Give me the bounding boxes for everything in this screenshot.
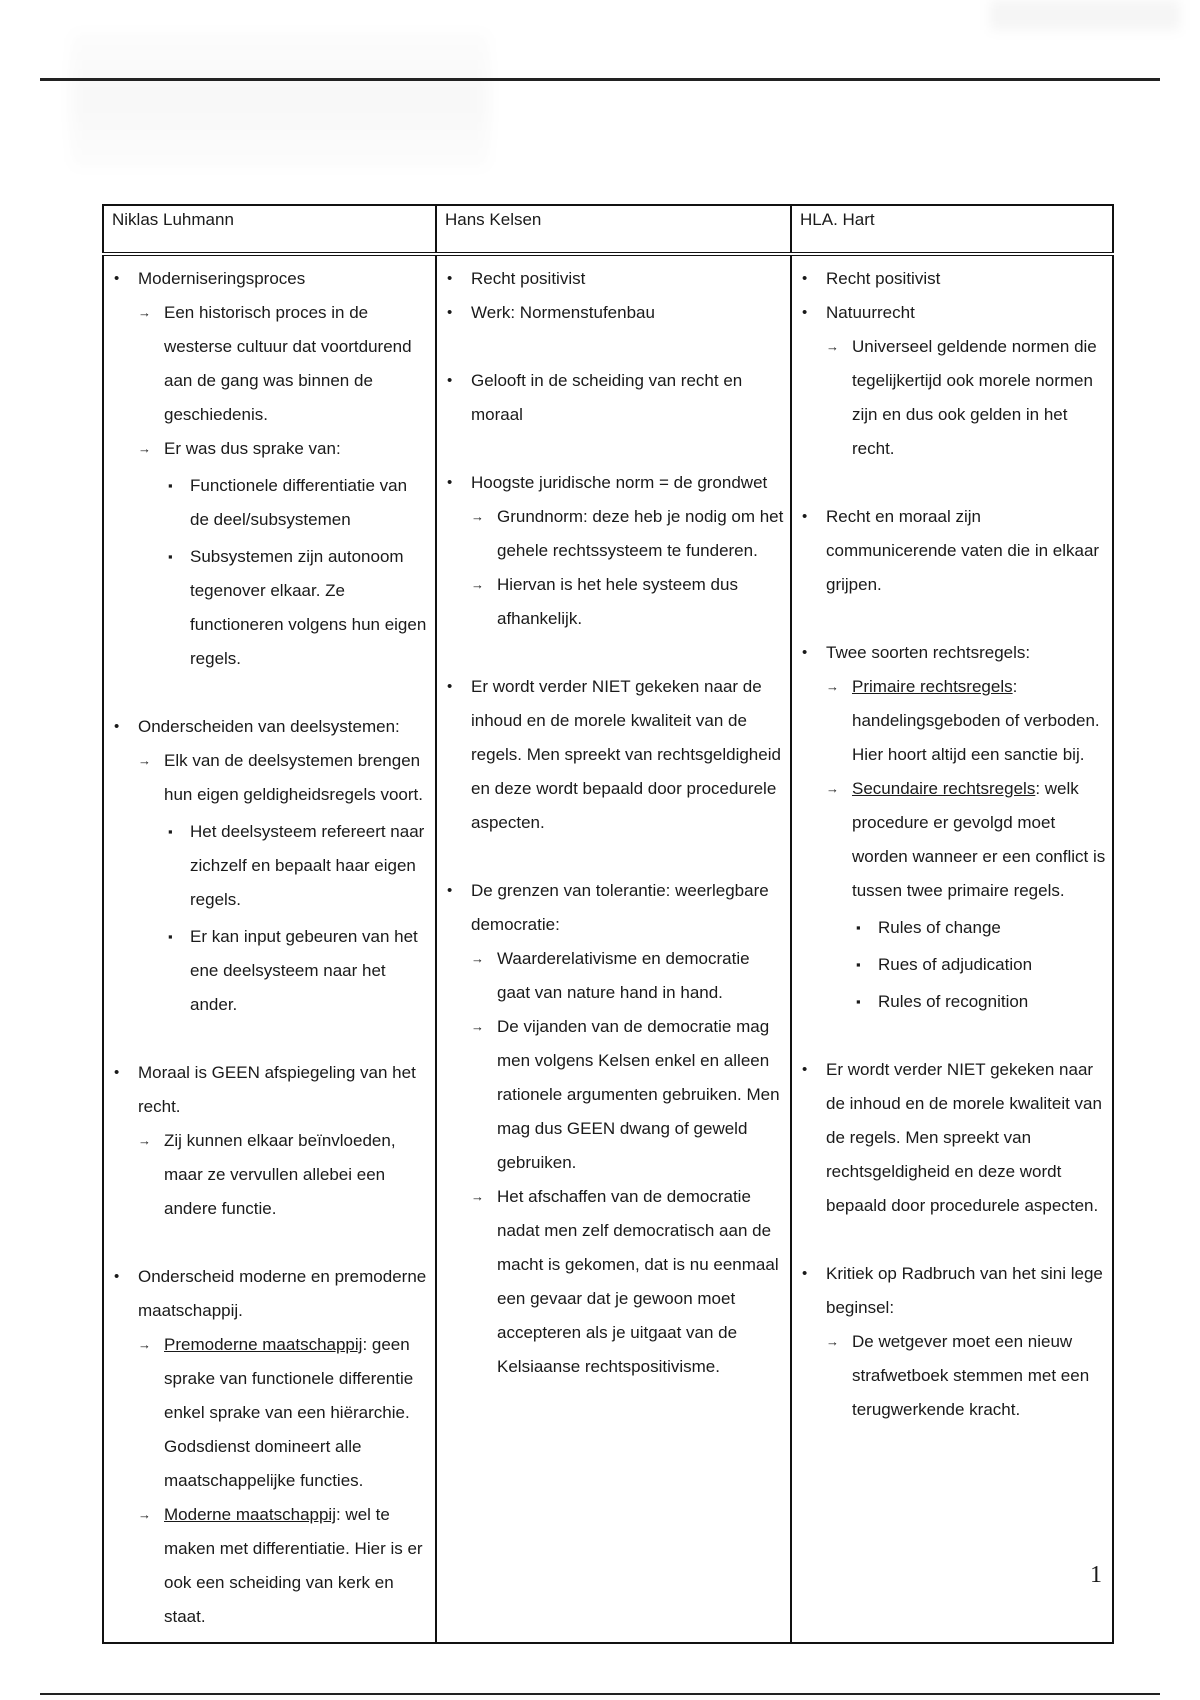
top-rule (40, 78, 1160, 81)
header-hart: HLA. Hart (791, 205, 1113, 254)
list-item: • Moraal is GEEN afspiegeling van het recht. (110, 1056, 429, 1124)
sub-item: → Er was dus sprake van: (134, 432, 429, 466)
list-item: • Recht positivist (443, 262, 784, 296)
term-premodern: Premoderne maatschappij (164, 1335, 363, 1354)
sub-sub-item: ▪ Er kan input gebeuren van het ene deelsysteem naar het ander. (164, 920, 429, 1022)
luhmann-cell (103, 254, 436, 1643)
sub-item: → Een historisch proces in de westerse cultuur dat voortdurend aan de gang was binnen de geschiedenis. (134, 296, 429, 432)
page-number: 1 (1090, 1562, 1102, 1588)
comparison-table (102, 204, 1114, 1644)
term-premodern-text: : geen sprake van functionele differentie enkel sprake van een hiërarchie. Godsdienst domineert alle maatschappelijke functies. (164, 1335, 414, 1490)
sub-item: → De wetgever moet een nieuw strafwetboek stemmen met een terugwerkende kracht. (822, 1325, 1106, 1427)
sub-item (822, 670, 1106, 772)
table-body-row (103, 254, 1113, 1643)
sub-sub-item: ▪ Rules of change (852, 911, 1106, 945)
list-item: • Werk: Normenstufenbau (443, 296, 784, 330)
sub-item (134, 1498, 429, 1634)
sub-item: → Grundnorm: deze heb je nodig om het gehele rechtssysteem te funderen. (467, 500, 784, 568)
list-item: • Onderscheid moderne en premoderne maatschappij. (110, 1260, 429, 1328)
list-item: • Er wordt verder NIET gekeken naar de inhoud en de morele kwaliteit van de regels. Men spreekt van rechtsgeldigheid en deze wordt bepaald door procedurele aspecten. (798, 1053, 1106, 1223)
term-primary-rules-text: : handelingsgeboden of verboden. Hier hoort altijd een sanctie bij. (852, 677, 1100, 764)
sub-sub-item: ▪ Subsystemen zijn autonoom tegenover elkaar. Ze functioneren volgens hun eigen regels. (164, 540, 429, 676)
blurred-corner-mark (990, 0, 1180, 30)
sub-item (134, 1328, 429, 1498)
list-item: • Recht en moraal zijn communicerende vaten die in elkaar grijpen. (798, 500, 1106, 602)
sub-sub-item: ▪ Rules of recognition (852, 985, 1106, 1019)
sub-item: → Hiervan is het hele systeem dus afhankelijk. (467, 568, 784, 636)
sub-sub-item: ▪ Het deelsysteem refereert naar zichzelf en bepaalt haar eigen regels. (164, 815, 429, 917)
list-item: • Er wordt verder NIET gekeken naar de inhoud en de morele kwaliteit van de regels. Men spreekt van rechtsgeldigheid en deze wordt bepaald door procedurele aspecten. (443, 670, 784, 840)
list-item: • Natuurrecht (798, 296, 1106, 330)
list-item: • Recht positivist (798, 262, 1106, 296)
list-item: • Gelooft in de scheiding van recht en moraal (443, 364, 784, 432)
list-item: • Moderniseringsproces (110, 262, 429, 296)
sub-item: → De vijanden van de democratie mag men volgens Kelsen enkel en alleen rationele argumenten gebruiken. Men mag dus GEEN dwang of geweld gebruiken. (467, 1010, 784, 1180)
blurred-heading (70, 30, 490, 170)
kelsen-cell (436, 254, 791, 1643)
term-primary-rules: Primaire rechtsregels (852, 677, 1013, 696)
list-item: • Onderscheiden van deelsystemen: (110, 710, 429, 744)
bottom-rule (40, 1693, 1160, 1695)
sub-sub-item: ▪ Functionele differentiatie van de deel/subsystemen (164, 469, 429, 537)
list-item: • Twee soorten rechtsregels: (798, 636, 1106, 670)
term-secondary-rules: Secundaire rechtsregels (852, 779, 1036, 798)
term-modern-text: : wel te maken met differentiatie. Hier is er ook een scheiding van kerk en staat. (164, 1505, 423, 1626)
list-item: • Hoogste juridische norm = de grondwet (443, 466, 784, 500)
header-kelsen: Hans Kelsen (436, 205, 791, 254)
sub-sub-item: ▪ Rues of adjudication (852, 948, 1106, 982)
header-luhmann: Niklas Luhmann (103, 205, 436, 254)
sub-item: → Elk van de deelsystemen brengen hun eigen geldigheidsregels voort. (134, 744, 429, 812)
sub-item: → Het afschaffen van de democratie nadat men zelf democratisch aan de macht is gekomen, dat is nu eenmaal een gevaar dat je gewoon moet accepteren als je uitgaat van de Kelsiaanse rechtspositivisme. (467, 1180, 784, 1384)
list-item: • De grenzen van tolerantie: weerlegbare democratie: (443, 874, 784, 942)
hart-cell (791, 254, 1113, 1643)
sub-item: → Universeel geldende normen die tegelijkertijd ook morele normen zijn en dus ook gelden in het recht. (822, 330, 1106, 466)
sub-item (822, 772, 1106, 908)
term-secondary-rules-text: : welk procedure er gevolgd moet worden wanneer er een conflict is tussen twee primaire regels. (852, 779, 1106, 900)
table-header-row (103, 205, 1113, 254)
sub-item: → Waarderelativisme en democratie gaat van nature hand in hand. (467, 942, 784, 1010)
sub-item: → Zij kunnen elkaar beïnvloeden, maar ze vervullen allebei een andere functie. (134, 1124, 429, 1226)
list-item: • Kritiek op Radbruch van het sini lege beginsel: (798, 1257, 1106, 1325)
term-modern: Moderne maatschappij (164, 1505, 336, 1524)
